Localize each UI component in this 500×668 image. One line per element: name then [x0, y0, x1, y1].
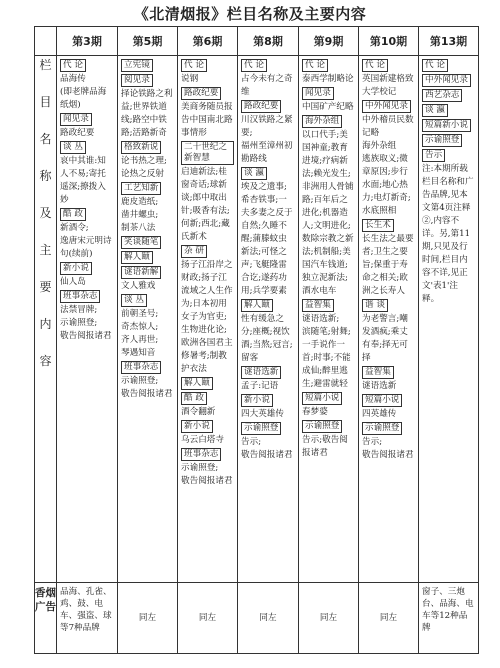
section-heading-label: 代 论 [241, 59, 267, 72]
content-item: 性有缓急之分;座概;视饮酒;当熬;冠言;留客 [241, 314, 293, 363]
ad-issue-3: 品海、孔雀、鸡、鼓、电车、强盗、球等7种品牌 [57, 583, 118, 654]
cell-issue-6 [178, 56, 238, 583]
section-heading-label: 中外闻见录 [362, 100, 411, 113]
content-item: 择论铁路之利益;世界铁道线;路空中铁路;活路新奇 [121, 89, 173, 138]
section-heading [181, 376, 234, 391]
content-item: 逃族取义;微章原因;步行水面;地心热力;电灯新奇;水底照相 [362, 154, 411, 216]
row-label-char: 内 [39, 317, 52, 331]
section-heading [422, 88, 475, 103]
section-heading-label: 长生术 [362, 219, 394, 232]
section-heading [422, 118, 475, 133]
section-heading-label: 班事杂志 [60, 290, 100, 303]
content-item: 敬告阅报诸君 [241, 450, 293, 460]
section-heading-label: 谈 丛 [121, 294, 147, 307]
section-heading-label: 代 论 [422, 59, 448, 72]
header-issue-5: 第5期 [118, 27, 178, 56]
row-label-char: 目 [39, 95, 52, 109]
section-heading-label: 谜语选新 [241, 366, 281, 379]
row-label-content [35, 56, 57, 583]
cell-issue-13 [419, 56, 479, 583]
section-heading [362, 421, 415, 436]
section-heading [422, 133, 475, 148]
section-heading-label: 代 论 [60, 59, 86, 72]
section-heading [181, 244, 234, 259]
section-heading-label: 解人颐 [241, 299, 273, 312]
section-heading [362, 365, 415, 380]
content-item: 注:本期所载栏目名称和广告品牌,见本文第4页注释②,内容不详。另,第11期,只见及行时间,栏目内容不详,见正文'表1'注释。 [422, 164, 474, 304]
cell-issue-3 [57, 56, 118, 583]
section-heading [302, 391, 355, 406]
section-heading [181, 447, 234, 462]
corner-cell [35, 27, 57, 56]
section-heading-label: 谐 谈 [362, 299, 388, 312]
section-heading [121, 140, 174, 155]
section-heading-label: 告示 [422, 149, 445, 162]
content-item: 中国矿产纪略 [302, 102, 354, 112]
row-label-char: 主 [39, 243, 52, 257]
section-heading-label: 示谕照登 [241, 422, 281, 435]
header-issue-13: 第13期 [419, 27, 479, 56]
content-item: 告示; [241, 437, 262, 447]
content-item: 川汉铁路之紧要; [241, 115, 293, 138]
section-heading [302, 114, 355, 129]
row-label-ads: 香烟广告 [35, 583, 57, 654]
section-heading [181, 86, 234, 101]
section-heading [181, 140, 234, 166]
content-item: 谜语选新; [302, 314, 340, 324]
section-heading [60, 140, 114, 155]
cell-issue-5 [118, 56, 178, 583]
content-item: 英国新建格致大学校记 [362, 74, 414, 97]
section-heading-label: 中外闻见录 [422, 74, 471, 87]
section-heading [60, 261, 114, 276]
content-item: 凿井螺虫; [121, 210, 159, 220]
section-heading-label: 班事杂志 [181, 448, 221, 461]
header-issue-8: 第8期 [238, 27, 299, 56]
content-table [34, 26, 479, 654]
section-heading-label: 示谕照登 [422, 134, 462, 147]
section-heading-label: 谈 丛 [60, 141, 86, 154]
section-heading [302, 86, 355, 101]
row-label-char: 栏 [39, 58, 52, 72]
section-heading-label: 示谕照登 [362, 422, 402, 435]
section-heading [241, 393, 295, 408]
content-item: 琴遇知音 [121, 348, 156, 358]
section-heading [121, 360, 174, 375]
ad-issue-10: 同左 [359, 583, 419, 654]
ad-row [35, 583, 479, 654]
content-item: 敬告阅报诸君 [362, 450, 414, 460]
row-label-char: 名 [39, 132, 52, 146]
section-heading-label: 谜语新解 [121, 266, 161, 279]
section-heading-label: 闻见录 [302, 87, 334, 100]
content-item: 奇杰惊人; [121, 322, 159, 332]
section-heading [181, 391, 234, 406]
row-label-char: 要 [39, 280, 52, 294]
section-heading [362, 218, 415, 233]
content-item: 告示;敬告阅报诸君 [302, 435, 348, 458]
content-item: 论书热之理; [121, 156, 167, 166]
section-heading [60, 289, 114, 304]
section-heading-label: 闻见录 [60, 113, 92, 126]
content-item: 仙人岛 [60, 277, 86, 287]
section-heading [181, 58, 234, 73]
content-item: 福州至漳州初勘路线 [241, 141, 293, 164]
content-item: 为老警言;嘲发酒疯;乘丈有奉;择无可择 [362, 314, 408, 363]
section-heading [121, 250, 174, 265]
content-item: 齐人再世; [121, 335, 159, 345]
content-item: 示谕照登; [60, 318, 98, 328]
content-item: 启迪新法;桂窗奇话;球新谈;郎中取出针;吸香有法;何新;西北;藏氏新术 [181, 167, 230, 242]
content-item: 文人雅戏 [121, 281, 156, 291]
section-heading [362, 99, 415, 114]
section-heading-label: 新小说 [241, 394, 273, 407]
section-heading [60, 207, 114, 222]
section-heading-label: 酷 政 [181, 392, 207, 405]
section-heading-label: 短篇小说 [302, 392, 342, 405]
section-heading [302, 58, 355, 73]
content-item: 制茶八法 [121, 223, 156, 233]
content-item: 品海传 [60, 74, 86, 84]
header-issue-3: 第3期 [57, 27, 118, 56]
header-issue-9: 第9期 [299, 27, 359, 56]
section-heading-label: 路政纪要 [241, 100, 281, 113]
section-heading-label: 新小说 [60, 262, 92, 275]
ad-issue-5: 同左 [118, 583, 178, 654]
section-heading [422, 148, 475, 163]
section-heading-label: 笑谈随笔 [121, 236, 161, 249]
content-item: 鹿皮造纸; [121, 197, 159, 207]
section-heading [121, 58, 174, 73]
content-item: 埃及之遗事;希杏铁事;一夫多妻之反于自然;久睡不醒;蒲滕蚊虫新法;可怪之声;飞艇隆雷合讫;遂药功用;兵学要素 [241, 182, 293, 296]
content-row [35, 56, 479, 583]
ad-issue-13: 窗子、三炮台、品海、电车等12种品牌 [419, 583, 479, 654]
content-item: 说钢 [181, 74, 199, 84]
header-row [35, 27, 479, 56]
section-heading [241, 166, 295, 181]
ad-issue-9: 同左 [299, 583, 359, 654]
content-item: 敬告阅报诸君 [121, 389, 173, 399]
content-item: 路政纪要 [60, 128, 95, 138]
section-heading-label: 立宪镜 [121, 59, 153, 72]
ad-issue-6: 同左 [178, 583, 238, 654]
content-item: 占今未有之奇维 [241, 74, 293, 97]
content-item: 敬告阅报诸君 [181, 476, 233, 486]
row-label-char: 容 [39, 354, 52, 368]
section-heading [422, 58, 475, 73]
page-title: 《北清烟报》栏目名称及主要内容 [133, 5, 367, 23]
section-heading-label: 新小说 [181, 420, 213, 433]
content-item: 法禁冒牌; [60, 305, 98, 315]
section-heading-label: 西艺杂志 [422, 89, 462, 102]
content-item: 论热之反射 [121, 169, 164, 179]
cell-issue-8 [238, 56, 299, 583]
row-label-char: 及 [39, 206, 52, 220]
section-heading-label: 短篇小说 [362, 394, 402, 407]
section-heading [241, 365, 295, 380]
section-heading [362, 298, 415, 313]
content-item: 酒令翻新 [181, 407, 216, 417]
section-heading [121, 73, 174, 88]
header-issue-10: 第10期 [359, 27, 419, 56]
section-heading-label: 杂 研 [181, 245, 207, 258]
cell-issue-9 [299, 56, 359, 583]
section-heading-label: 短篇新小说 [422, 119, 471, 132]
content-item: 扬子江沿岸之财政;扬子江流域之人生作为;日本初用女子为官吏;生物进化论;欧洲各国君主修暑考;制教护衣法 [181, 260, 233, 374]
section-heading [241, 99, 295, 114]
header-issue-6: 第6期 [178, 27, 238, 56]
section-heading [422, 73, 475, 88]
section-heading-label: 解人颐 [121, 251, 153, 264]
content-item: 以口代手;美国神童;教育进境;疗病新法;赖光发生;非洲用人骨铺路;百年后之进化;机器造人;文明进化;数除宗教之新法;机制船;美国汽车钱道;独立泥新法;酒水电车 [302, 130, 354, 296]
content-item: 孟子:记语 [241, 381, 279, 391]
section-heading-label: 工艺知新 [121, 182, 161, 195]
row-label-vertical [35, 56, 56, 369]
section-heading [241, 298, 295, 313]
section-heading-label: 班事杂志 [121, 361, 161, 374]
section-heading-label: 路政纪要 [181, 87, 221, 100]
content-item: 美商务随员报告中国南北路事情形 [181, 102, 233, 138]
section-heading [121, 265, 174, 280]
section-heading-label: 代 论 [302, 59, 328, 72]
content-item: 前朝圣号; [121, 309, 159, 319]
section-heading-label: 格致新说 [121, 141, 161, 154]
section-heading [121, 181, 174, 196]
section-heading-label: 示谕照登 [302, 420, 342, 433]
section-heading [60, 58, 114, 73]
section-heading-label: 酷 政 [60, 208, 86, 221]
section-heading [121, 293, 174, 308]
section-heading-label: 代 论 [181, 59, 207, 72]
section-heading [362, 393, 415, 408]
section-heading [60, 112, 114, 127]
section-heading-label: 谈 瀛 [241, 167, 267, 180]
section-heading-label: 益智集 [302, 299, 334, 312]
content-item: 逸唐宋元明诗句(续前) [60, 236, 112, 259]
section-heading [241, 421, 295, 436]
section-heading [422, 103, 475, 118]
section-heading-label: 海外杂组 [302, 115, 342, 128]
row-label-char: 称 [39, 169, 52, 183]
content-item: 四英雄传 [362, 409, 397, 419]
cell-issue-10 [359, 56, 419, 583]
content-item: 告示; [362, 437, 383, 447]
content-item: 乌云白塔寺 [181, 435, 224, 445]
section-heading-label: 代 论 [362, 59, 388, 72]
content-item: 泰西学制略论 [302, 74, 354, 84]
section-heading-label: 谈 瀛 [422, 104, 448, 117]
content-item: 长生法之最要者;卫生之要旨;保重于寿命之相关;欧洲之长寿人 [362, 234, 414, 296]
section-heading-label: 阅见录 [121, 74, 153, 87]
ad-issue-8: 同左 [238, 583, 299, 654]
content-item: 新酒令; [60, 223, 89, 233]
content-item: 春梦婆 [302, 407, 328, 417]
section-heading [302, 298, 355, 313]
section-heading [181, 419, 234, 434]
content-item: 示谕照登; [181, 463, 219, 473]
section-heading-label: 益智集 [362, 366, 394, 379]
section-heading [362, 58, 415, 73]
content-item: 谜语选新 [362, 381, 397, 391]
content-item: 海外杂组 [362, 141, 397, 151]
content-item: 四大英雄传 [241, 409, 284, 419]
section-heading-label: 二十世纪之新智慧 [181, 141, 234, 165]
section-heading-label: 解人颐 [181, 377, 213, 390]
section-heading [302, 419, 355, 434]
content-item: 中外稽员民数记略 [362, 115, 414, 138]
section-heading [241, 58, 295, 73]
content-item: 哀中其谁:知人不易;寄托遥深;撩拨入妙 [60, 156, 106, 205]
content-item: 滨随笔;射舞;一手说作一首;时事;不能成仙;醉里逃生;避雷就轻 [302, 327, 351, 389]
content-item: 敬告阅报诸君 [60, 331, 112, 341]
content-item: (即老牌品海纸烟) [60, 87, 107, 110]
section-heading [121, 235, 174, 250]
content-item: 示谕照登; [121, 376, 159, 386]
